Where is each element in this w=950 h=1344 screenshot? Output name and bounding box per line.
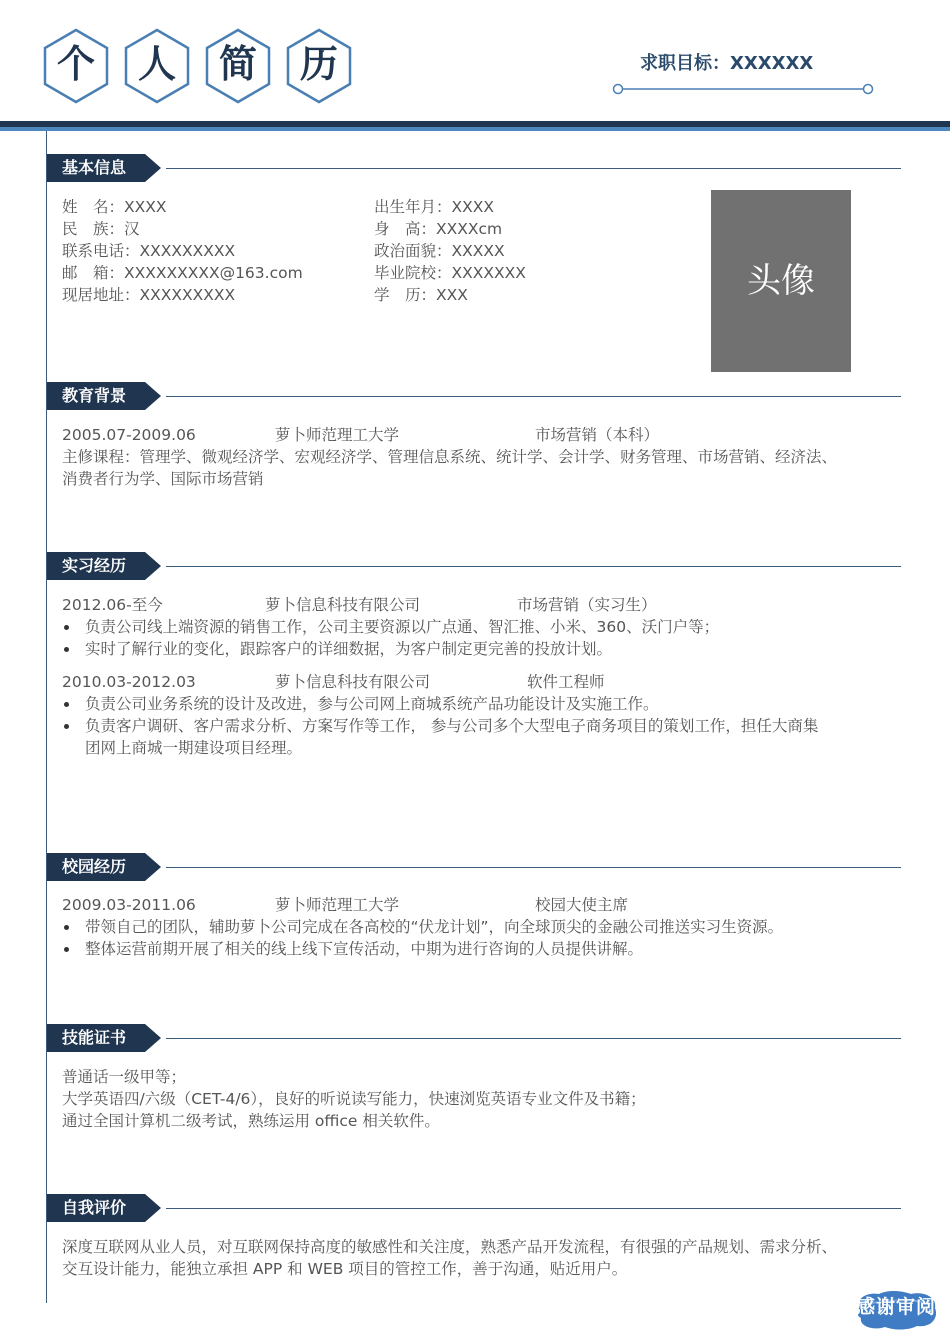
section-title-campus: 校园经历 bbox=[62, 857, 127, 876]
basic-right-5: 学 历：XXX bbox=[374, 286, 468, 304]
title-char-2: 人 bbox=[137, 42, 176, 86]
campus-bullet-2: 整体运营前期开展了相关的线上线下宣传活动，中期为进行咨询的人员提供讲解。 bbox=[85, 940, 644, 958]
section-tag-skills bbox=[47, 1024, 161, 1052]
self-line-1: 深度互联网从业人员，对互联网保持高度的敏感性和关注度，熟悉产品开发流程，有很强的产品规划、需求分析、 bbox=[62, 1238, 838, 1256]
section-title-skills: 技能证书 bbox=[62, 1028, 127, 1047]
job1-bullet-1: 负责公司线上端资源的销售工作，公司主要资源以广点通、智汇推、小米、360、沃门户等； bbox=[85, 618, 720, 636]
basic-left-1: 姓 名：XXXX bbox=[62, 198, 167, 216]
title-hex-3 bbox=[205, 28, 271, 104]
job2-bullet-1: 负责公司业务系统的设计及改进，参与公司网上商城系统产品功能设计及实施工作。 bbox=[85, 695, 659, 713]
job2-company: 萝卜信息科技有限公司 bbox=[275, 673, 431, 691]
goal-underline bbox=[612, 82, 874, 96]
skills-line-3: 通过全国计算机二级考试，熟练运用 office 相关软件。 bbox=[62, 1112, 440, 1130]
basic-right-4: 毕业院校：XXXXXXX bbox=[374, 264, 526, 282]
photo-placeholder: 头像 bbox=[711, 190, 851, 372]
section-title-internship: 实习经历 bbox=[62, 556, 127, 575]
title-char-4: 历 bbox=[299, 42, 338, 86]
section-rule-campus bbox=[166, 867, 901, 868]
campus-school: 萝卜师范理工大学 bbox=[275, 896, 400, 914]
title-hex-4 bbox=[286, 28, 352, 104]
job1-bullet-2: 实时了解行业的变化，跟踪客户的详细数据，为客户制定更完善的投放计划。 bbox=[85, 640, 613, 658]
section-tag-campus bbox=[47, 853, 161, 881]
skills-line-1: 普通话一级甲等； bbox=[62, 1068, 187, 1086]
campus-bullet-1: 带领自己的团队，辅助萝卜公司完成在各高校的“伏龙计划”，向全球顶尖的金融公司推送实习生资源。 bbox=[85, 918, 784, 936]
section-tag-internship bbox=[47, 552, 161, 580]
basic-right-1: 出生年月：XXXX bbox=[374, 198, 494, 216]
basic-left-2: 民 族：汉 bbox=[62, 220, 140, 238]
title-hex-2 bbox=[124, 28, 190, 104]
section-title-basic: 基本信息 bbox=[62, 158, 127, 177]
education-date: 2005.07-2009.06 bbox=[62, 426, 196, 444]
job2-bullet-2: 负责客户调研、客户需求分析、方案写作等工作， 参与公司多个大型电子商务项目的策划工作，担任大商集 bbox=[85, 717, 819, 735]
basic-left-4: 邮 箱：XXXXXXXXX@163.com bbox=[62, 264, 303, 282]
education-courses-line2: 消费者行为学、国际市场营销 bbox=[62, 470, 264, 488]
basic-left-5: 现居地址：XXXXXXXXX bbox=[62, 286, 236, 304]
campus-date: 2009.03-2011.06 bbox=[62, 896, 196, 914]
left-timeline-line bbox=[46, 131, 47, 1303]
title-hex-1 bbox=[43, 28, 109, 104]
job-goal: 求职目标：XXXXXX bbox=[640, 53, 814, 74]
basic-left-3: 联系电话：XXXXXXXXX bbox=[62, 242, 236, 260]
education-courses-line1: 主修课程：管理学、微观经济学、宏观经济学、管理信息系统、统计学、会计学、财务管理、市场营销、经济法、 bbox=[62, 448, 838, 466]
section-rule-basic bbox=[166, 168, 901, 169]
section-title-self: 自我评价 bbox=[62, 1198, 127, 1217]
section-tag-self bbox=[47, 1194, 161, 1222]
basic-right-3: 政治面貌：XXXXX bbox=[374, 242, 505, 260]
job2-role: 软件工程师 bbox=[527, 673, 605, 691]
title-char-3: 简 bbox=[218, 42, 257, 86]
education-major: 市场营销（本科） bbox=[535, 426, 660, 444]
section-rule-self bbox=[166, 1208, 901, 1209]
job1-date: 2012.06-至今 bbox=[62, 596, 163, 614]
self-line-2: 交互设计能力，能独立承担 APP 和 WEB 项目的管控工作，善于沟通，贴近用户。 bbox=[62, 1260, 628, 1278]
header-band-light bbox=[0, 127, 950, 131]
education-school: 萝卜师范理工大学 bbox=[275, 426, 400, 444]
thanks-stamp-text: 感谢审阅 bbox=[855, 1296, 936, 1318]
section-rule-skills bbox=[166, 1038, 901, 1039]
job1-role: 市场营销（实习生） bbox=[517, 596, 657, 614]
job2-bullet-2-cont: 团网上商城一期建设项目经理。 bbox=[85, 739, 303, 757]
campus-role: 校园大使主席 bbox=[535, 896, 629, 914]
section-tag-basic bbox=[47, 154, 161, 182]
skills-line-2: 大学英语四/六级（CET-4/6），良好的听说读写能力，快速浏览英语专业文件及书籍； bbox=[62, 1090, 646, 1108]
section-tag-education bbox=[47, 382, 161, 410]
section-title-education: 教育背景 bbox=[62, 386, 127, 405]
basic-right-2: 身 高：XXXXcm bbox=[374, 220, 503, 238]
title-char-1: 个 bbox=[56, 42, 95, 86]
section-rule-education bbox=[166, 396, 901, 397]
job1-company: 萝卜信息科技有限公司 bbox=[265, 596, 421, 614]
section-rule-internship bbox=[166, 566, 901, 567]
job2-date: 2010.03-2012.03 bbox=[62, 673, 196, 691]
